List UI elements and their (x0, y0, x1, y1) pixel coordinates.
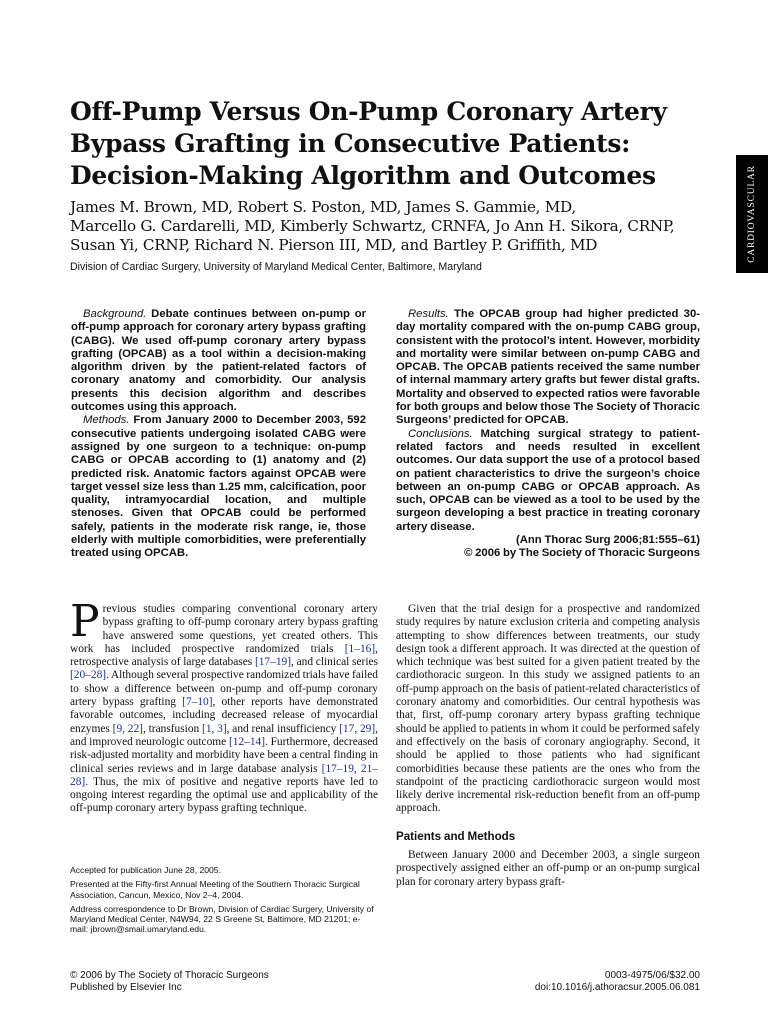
section-tab-label: CARDIOVASCULAR (747, 165, 758, 263)
reference-link[interactable]: [20–28] (70, 669, 107, 682)
intro-paragraph (70, 596, 379, 816)
footer-copyright: © 2006 by The Society of Thoracic Surgeons (70, 970, 269, 981)
footnote-address: Address correspondence to Dr Brown, Division of Cardiac Surgery, University of Maryland Medical Center, N4W94, 22 S Greene St, Baltimore, MD 21201; e-mail: jbrown@smail.umaryland.edu. (70, 903, 374, 935)
section-heading: Patients and Methods (396, 829, 516, 843)
background-text: Debate continues between on-pump or off-pump approach for coronary artery bypass grafting (CABG). We used off-pump coronary artery bypass grafting (OPCAB) as a tool within a decision-making algorithm driven by the patient-related factors of coronary anatomy and comorbidity. Our analysis presents this decision algorithm and describes outcomes using this approach. (71, 308, 366, 414)
drop-cap: P (70, 596, 100, 647)
reference-link[interactable]: [1, 3] (202, 722, 227, 735)
reference-link[interactable]: [7–10] (182, 696, 213, 709)
study-design-paragraph: Given that the trial design for a prospective and randomized study requires by nature exclusion criteria and competing analysis attempting to show differences between treatments, our study design took a different approach. It was directed at the question of which technique was best suited for a given patient treated by the cardiothoracic surgeon. In this study we assigned patients to an off-pump approach on the basis of patient-related characteristics of coronary anatomy and comorbidities. Our central hypothesis was that, first, off-pump coronary artery bypass grafting technique should be applied to patients in whom it could be performed safely and effectively on the basis of coronary angiography. Second, it should be applied to those patients who had significant comorbidities because these patients are the ones who from the standpoint of the practicing cardiothoracic surgeon would most likely derive incremental risk-reduction benefit from an off-pump approach. (396, 603, 700, 815)
body-left-column (70, 596, 379, 816)
abstract-results (396, 308, 700, 428)
author-line-2: Marcello G. Cardarelli, MD, Kimberly Schwartz, CRNFA, Jo Ann H. Sikora, CRNP, (70, 217, 675, 235)
author-list (70, 198, 730, 255)
methods-heading: Methods. (83, 414, 130, 427)
footer-publisher: Published by Elsevier Inc (70, 982, 182, 993)
methods-text: From January 2000 to December 2003, 592 consecutive patients undergoing isolated CABG were assigned by one surgeon to a technique: on-pump CABG or OPCAB according to (1) anatomy and (2) predicted risk. Anatomic factors against OPCAB were target vessel size less than 1.25 mm, calcification, poor quality, intramyocardial location, and multiple stenoses. Given that OPCAB could be performed safely, patients in the moderate risk range, ie, those elderly with multiple comorbidities, were preferentially treated using OPCAB. (71, 414, 366, 560)
footnote-presented: Presented at the Fifty-first Annual Meeting of the Southern Thoracic Surgical Association, Cancun, Mexico, Nov 2–4, 2004. (70, 879, 360, 900)
intro-text-3: , and clinical series (291, 656, 378, 669)
footnotes (70, 865, 378, 939)
intro-text-2: , retrospective analysis of large databases (70, 642, 378, 669)
footnote-accepted: Accepted for publication June 28, 2005. (70, 865, 221, 875)
footer-left (70, 970, 269, 994)
reference-link[interactable]: [1–16] (344, 642, 376, 655)
intro-text-4: . Although several prospective randomized trials have failed to show a difference between on-pump and off-pump coronary artery bypass grafting (70, 669, 378, 709)
reference-link[interactable]: [9, 22] (112, 722, 143, 735)
journal-citation: (Ann Thorac Surg 2006;81:555–61) (515, 534, 700, 547)
section-tab (736, 155, 768, 273)
results-heading: Results. (408, 308, 449, 320)
conclusions-text: Matching surgical strategy to patient-related factors and needs resulted in excellent outcomes. Our data support the use of a protocol based on patient characteristics to drive the surgeon’s choice between an on-pump CABG or OPCAB approach. As such, OPCAB can be viewed as a tool to be used by the surgeon developing a best practice in treating coronary artery disease. (396, 427, 700, 533)
body-right-column (396, 603, 700, 889)
abstract-methods (71, 414, 366, 560)
abstract-right-column (396, 308, 700, 561)
title-line-1: Off-Pump Versus On-Pump Coronary Artery (70, 97, 667, 126)
abstract-left-column (71, 308, 366, 561)
abstract-background (71, 308, 366, 414)
author-line-3: Susan Yi, CRNP, Richard N. Pierson III, MD, and Bartley P. Griffith, MD (70, 236, 598, 254)
footer-right (470, 970, 700, 994)
intro-text-6: , transfusion (142, 722, 203, 735)
footer-issn: 0003-4975/06/$32.00 (604, 970, 700, 981)
intro-text-1: revious studies comparing conventional coronary artery bypass grafting to off-pump coronary artery bypass grafting have answered some questions, yet created others. This work has included prospective randomized trials (70, 603, 378, 655)
reference-link[interactable]: [17, 29] (339, 722, 376, 735)
intro-text-7: , and renal insufficiency (226, 722, 340, 735)
title-line-2: Bypass Grafting in Consecutive Patients: (70, 129, 631, 158)
background-heading: Background. (83, 308, 147, 320)
abstract-conclusions (396, 428, 700, 534)
footer-doi: doi:10.1016/j.athoracsur.2005.06.081 (534, 982, 700, 993)
intro-text-9: . Furthermore, decreased risk-adjusted mortality and morbidity have been a central finding in clinical series reviews and in large database analysis (70, 735, 378, 775)
reference-link[interactable]: [17–19] (254, 656, 292, 669)
article-title (70, 96, 730, 192)
affiliation: Division of Cardiac Surgery, University of Maryland Medical Center, Baltimore, Maryland (70, 261, 482, 273)
methods-paragraph: Between January 2000 and December 2003, a single surgeon prospectively assigned either an off-pump or an on-pump surgical plan for coronary artery bypass graft- (396, 849, 700, 888)
intro-text-8: , and improved neurologic outcome (70, 722, 379, 748)
conclusions-heading: Conclusions. (408, 427, 473, 440)
results-text: The OPCAB group had higher predicted 30-day mortality compared with the on-pump CABG group, consistent with the protocol’s intent. However, morbidity and mortality were similar between on-pump CABG and OPCAB. The OPCAB patients received the same number of internal mammary artery grafts but fewer distal grafts. Mortality and observed to expected ratios were favorable for both groups and below those The Society of Thoracic Surgeons’ predicted for OPCAB. (396, 308, 700, 427)
abstract-copyright: © 2006 by The Society of Thoracic Surgeons (464, 547, 700, 560)
intro-text-10: . Thus, the mix of positive and negative reports have led to ongoing interest regarding the optimal use and applicability of the off-pump coronary artery bypass grafting technique. (70, 775, 378, 815)
intro-text-5: , other reports have demonstrated favorable outcomes, including decreased release of myocardial enzymes (70, 696, 378, 735)
reference-link[interactable]: [12–14] (228, 735, 266, 748)
author-line-1: James M. Brown, MD, Robert S. Poston, MD, James S. Gammie, MD, (70, 198, 576, 216)
title-line-3: Decision-Making Algorithm and Outcomes (70, 161, 656, 190)
reference-link[interactable]: [17–19, 21–28] (70, 762, 378, 788)
